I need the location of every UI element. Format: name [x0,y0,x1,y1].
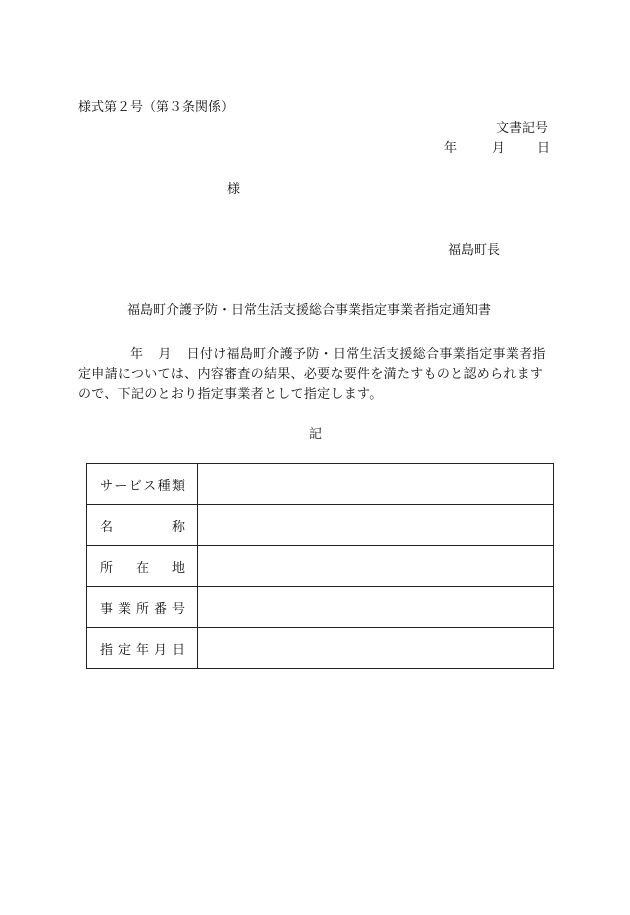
table-row [87,546,554,587]
label-char: 種 [157,478,171,494]
office-number-value-cell[interactable] [198,587,554,628]
label-char: 指 [100,642,114,658]
body-line-1-rest: 日付け福島町介護予防・日常生活支援総合事業指定事業者指 [186,347,546,362]
body-line-1 [78,345,550,365]
service-type-value-cell[interactable] [198,464,554,505]
label-char: 名 [100,519,114,535]
label-char: ビ [128,478,142,494]
table-row [87,628,554,669]
label-char: 定 [117,642,131,658]
label-char: 所 [100,560,114,576]
body-line-2: 定申請については、内容審査の結果、必要な要件を満たすものと認められます [78,367,544,382]
label-text [100,639,185,658]
designation-date-value-cell[interactable] [198,628,554,669]
document-number-label: 文書記号 [495,121,548,136]
date-line [444,142,550,156]
label-char: 番 [153,601,167,617]
form-number: 様式第２号（第３条関係） [78,100,235,115]
label-char: 在 [135,560,149,576]
document-title: 福島町介護予防・日常生活支援総合事業指定事業者指定通知書 [127,303,492,318]
label-char: 地 [171,560,185,576]
table-row [87,505,554,546]
row-label-designation-date [87,628,198,669]
label-char: 業 [117,601,131,617]
body-text [78,345,550,405]
label-char: 類 [171,478,185,494]
table-row [87,587,554,628]
label-text [100,557,185,576]
row-label-name [87,505,198,546]
label-char: 月 [153,642,167,658]
addressee-suffix: 様 [227,182,241,197]
name-value-cell[interactable] [198,505,554,546]
row-label-address [87,546,198,587]
label-char: サ [100,478,114,494]
label-char: 称 [171,519,185,535]
body-line-3: ので、下記のとおり指定事業者として指定します。 [78,387,383,402]
detail-table [86,463,554,669]
label-text [100,475,185,494]
label-char: ー [114,478,128,494]
body-year-label: 年 [130,347,144,362]
date-month-label: 月 [492,141,506,156]
row-label-service-type [87,464,198,505]
label-char: ス [143,478,157,494]
label-text [100,516,185,535]
table-row [87,464,554,505]
label-char: 日 [171,642,185,658]
label-char: 事 [100,601,114,617]
issuer-name: 福島町長 [448,243,501,258]
address-value-cell[interactable] [198,546,554,587]
date-year-label: 年 [444,141,458,156]
row-label-office-number [87,587,198,628]
label-char: 号 [171,601,185,617]
date-day-label: 日 [537,141,551,156]
label-text [100,598,185,617]
ki-heading: 記 [309,427,323,442]
label-char: 所 [135,601,149,617]
label-char: 年 [135,642,149,658]
body-month-label: 月 [158,347,172,362]
